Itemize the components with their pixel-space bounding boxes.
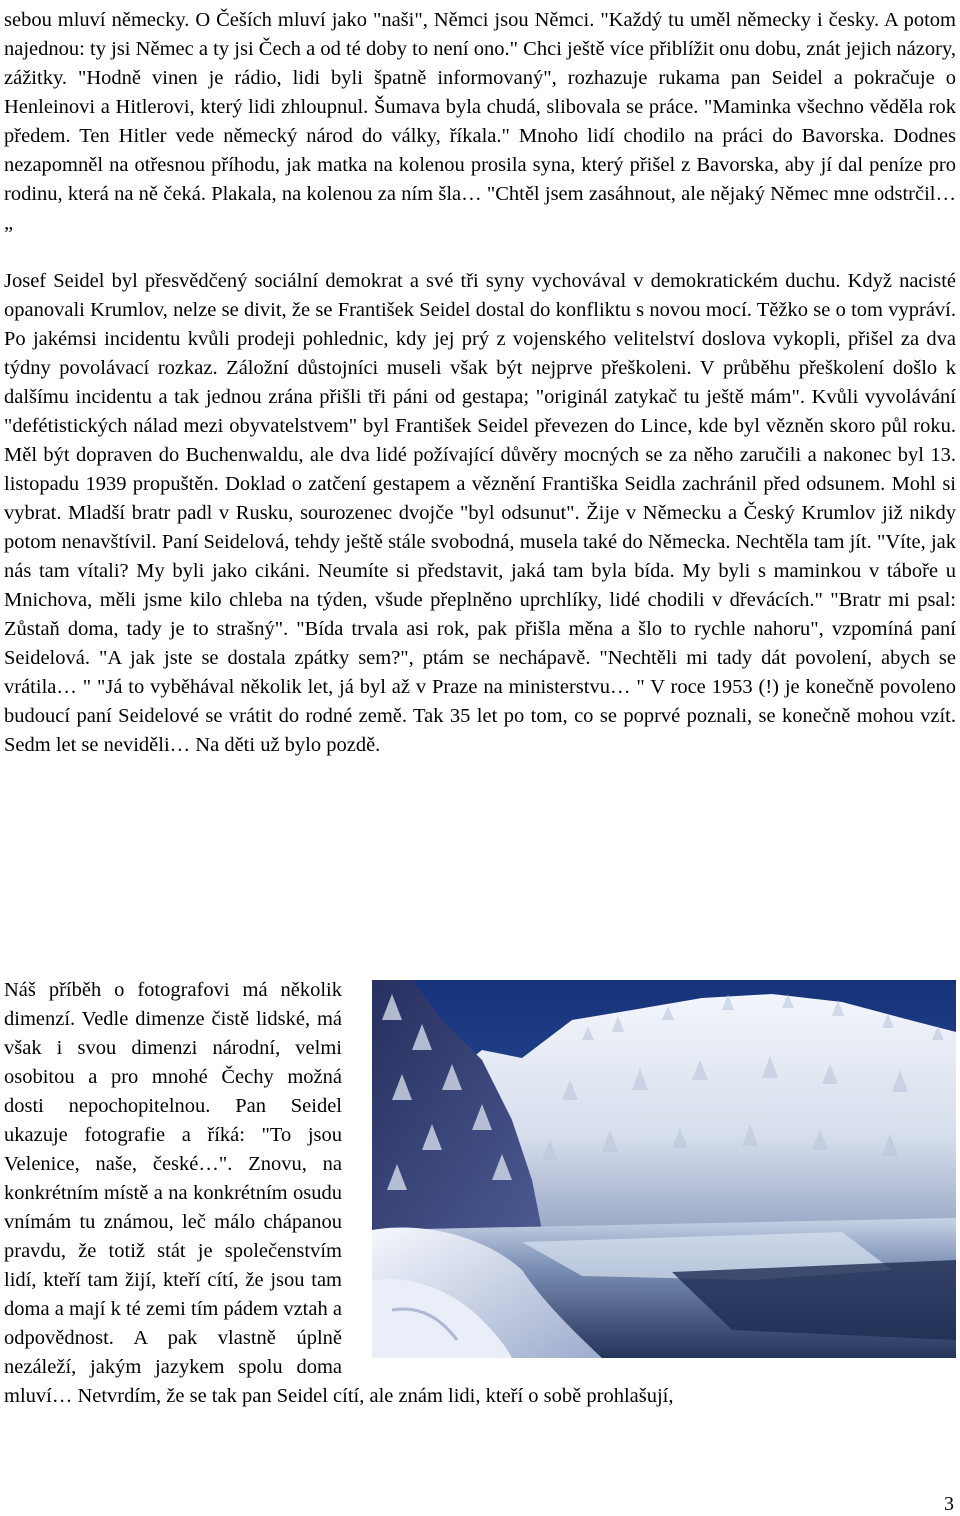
figure-with-text — [4, 976, 956, 1411]
page-number: 3 — [944, 1493, 954, 1515]
winter-lake-photo — [372, 980, 956, 1358]
wrapped-paragraph: Náš příběh o fotografovi má několik dimenzí. Vedle dimenze čistě lidské, má však i svou dimenzi národní, velmi osobitou a pro mnohé Čechy možná dosti nepochopitelnou. Pan Seidel ukazuje fotografie a říká: "To jsou Velenice, naše, české…". Znovu, na konkrétním místě a na konkrétním osudu vnímám tu známou, leč málo chápanou pravdu, že totiž stát je společenstvím lidí, kteří tam žijí, kteří cítí, že jsou tam doma a mají k té zemi tím pádem vztah a odpovědnost. A pak vlastně úplně nezáleží, jakým jazykem spolu doma mluví… Netvrdím, že se tak pan Seidel cítí, ale znám lidi, kteří o sobě prohlašují, — [4, 979, 674, 1407]
paragraph-2: Josef Seidel byl přesvědčený sociální demokrat a své tři syny vychovával v demokratickém duchu. Když nacisté opanovali Krumlov, nelze se divit, že se František Seidel dostal do konfliktu s novou mocí. Těžko se o tom vypráví. Po jakémsi incidentu kvůli prodeji pohlednic, kdy jej prý z vojenského velitelství doslova vykopli, přišel za dva týdny povolávací rozkaz. Záložní důstojníci museli však být nejprve přeškoleni. V průběhu přeškolení došlo k dalšímu incidentu a tak jednou zrána přišli tři páni od gestapa; "originál zatykač tu ještě mám". Kvůli vyvolávání "defétistických nálad mezi obyvatelstvem" byl František Seidel převezen do Lince, kde byl vězněn skoro půl roku. Měl být dopraven do Buchenwaldu, ale dva lidé požívající důvěry mocných se za něho zaručili a nakonec byl 13. listopadu 1939 propuštěn. Doklad o zatčení gestapem a věznění Františka Seidla zachránil před odsunem. Mohl si vybrat. Mladší bratr padl v Rusku, sourozenec dvojče "byl odsunut". Žije v Německu a Český Krumlov již nikdy potom nenavštívil. Paní Seidelová, tehdy ještě stále svobodná, musela také do Německa. Nechtěla tam jít. "Víte, jak nás tam vítali? My byli jako cikáni. Neumíte si představit, jaká tam byla bída. My byli s maminkou v táboře u Mnichova, měli jsme kilo chleba na týden, všude přeplněno uprchlíky, lidé chodili v dřevácích." "Bratr mi psal: Zůstaň doma, tady je to strašný". "Bída trvala asi rok, pak přišla měna a šlo to rychle nahoru", vzpomíná paní Seidelová. "A jak jste se dostala zpátky sem?", ptám se nechápavě. "Nechtěli mi tady dát povolení, abych se vrátila… " "Já to vyběhával několik let, já byl až v Praze na ministerstvu… " V roce 1953 (!) je konečně povoleno budoucí paní Seidelové se vrátit do rodné země. Tak 35 let po tom, co se poprvé poznali, se konečně mohou vzít. Sedm let se neviděli… Na děti už bylo pozdě. — [4, 270, 956, 756]
document-body — [4, 6, 956, 760]
paragraph-1: sebou mluví německy. O Češích mluví jako "naši", Němci jsou Němci. "Každý tu uměl německy i česky. A potom najednou: ty jsi Němec a ty jsi Čech a od té doby to není ono." Chci ještě více přiblížit onu dobu, znát jejich názory, zážitky. "Hodně vinen je rádio, lidi byli špatně informovaný", rozhazuje rukama pan Seidel a pokračuje o Henleinovi a Hitlerovi, který lidi zhloupnul. Šumava byla chudá, slibovala se práce. "Maminka všechno věděla rok předem. Ten Hitler vede německý národ do války, říkala." Mnoho lidí chodilo na práci do Bavorska. Dodnes nezapomněl na otřesnou příhodu, jak matka na kolenou prosila syna, který přišel z Bavorska, aby jí dal peníze pro rodinu, která na ně čeká. Plakala, na kolenou za ním šla… "Chtěl jsem zasáhnout, ale nějaký Němec mne odstrčil… „ — [4, 9, 956, 234]
